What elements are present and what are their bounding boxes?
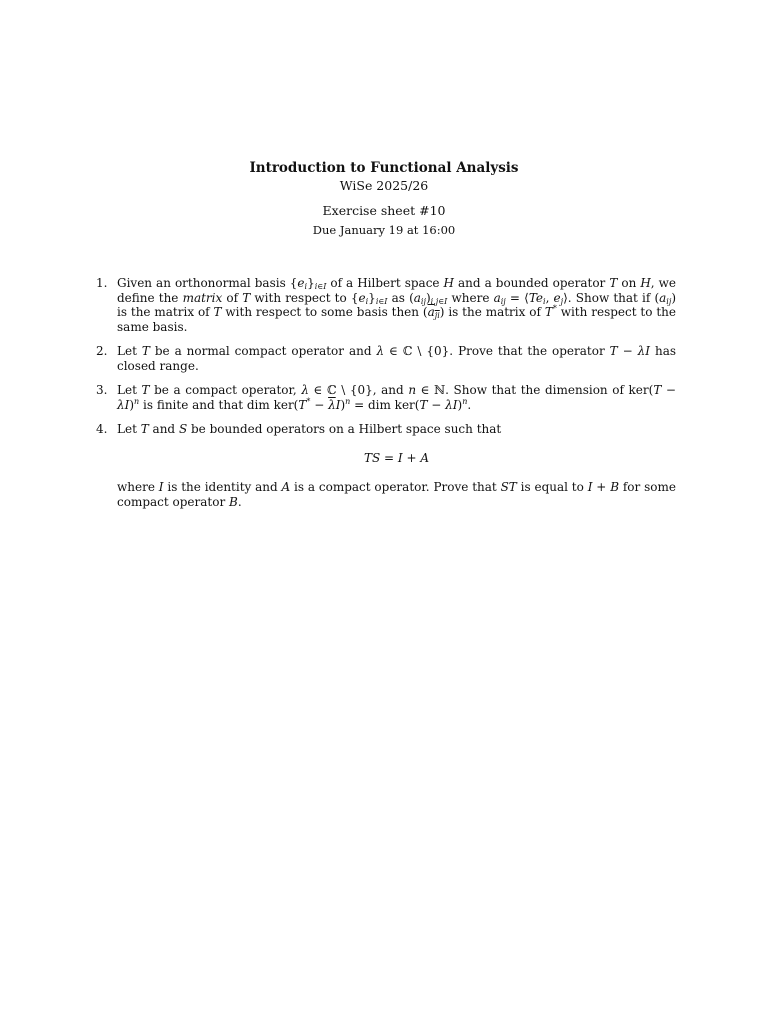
problem-number: 3. bbox=[96, 383, 108, 397]
problem-continuation: where I is the identity and A is a compact operator. Prove that ST is equal to I + B for some compact operator B. bbox=[117, 480, 676, 509]
problem-number: 2. bbox=[96, 344, 108, 358]
problem-number: 4. bbox=[96, 422, 108, 436]
course-title: Introduction to Functional Analysis bbox=[249, 160, 519, 176]
problem-text: Let T be a normal compact operator and λ ∈ ℂ \ {0}. Prove that the operator T − λI has closed range. bbox=[117, 344, 677, 373]
problem-text: Let T be a compact operator, λ ∈ ℂ \ {0}, and n ∈ ℕ. Show that the dimension of $ker(T - \lambda I)^n$ is finite and that dim $ker(T^* - \overline{\lambda}I)^n$ = dim $ker(T - \lambda I)^n$. bbox=[117, 383, 676, 412]
problem-list bbox=[96, 276, 676, 519]
display-equation: TS = I + A bbox=[363, 450, 430, 465]
problem-3 bbox=[96, 383, 676, 412]
problem-text: Given an orthonormal basis $\{e_i\}_{i\in I}$ of a Hilbert space H and a bounded operator T on H, we define the matrix of T with respect to $\{e_i\}_{i\in I}$ as $(a_{ij})_{i,j\in I}$ where $a_{ij}$ = $⟨Te_i$, $e_j⟩$. Show that if $(a_{ij})$ is the matrix of T with respect to some basis then $(a_{ji})$ is the matrix of T* with respect to the same basis. bbox=[117, 276, 677, 334]
problem-4 bbox=[96, 422, 676, 509]
semester-label: WiSe 2025/26 bbox=[339, 178, 429, 193]
problem-number: 1. bbox=[96, 276, 108, 290]
problem-2 bbox=[96, 344, 676, 373]
due-date: Due January 19 at 16:00 bbox=[312, 223, 456, 237]
sheet-label: Exercise sheet #10 bbox=[322, 203, 446, 218]
problem-1 bbox=[96, 276, 676, 334]
problem-text: Let T and S be bounded operators on a Hilbert space such that bbox=[117, 422, 502, 436]
